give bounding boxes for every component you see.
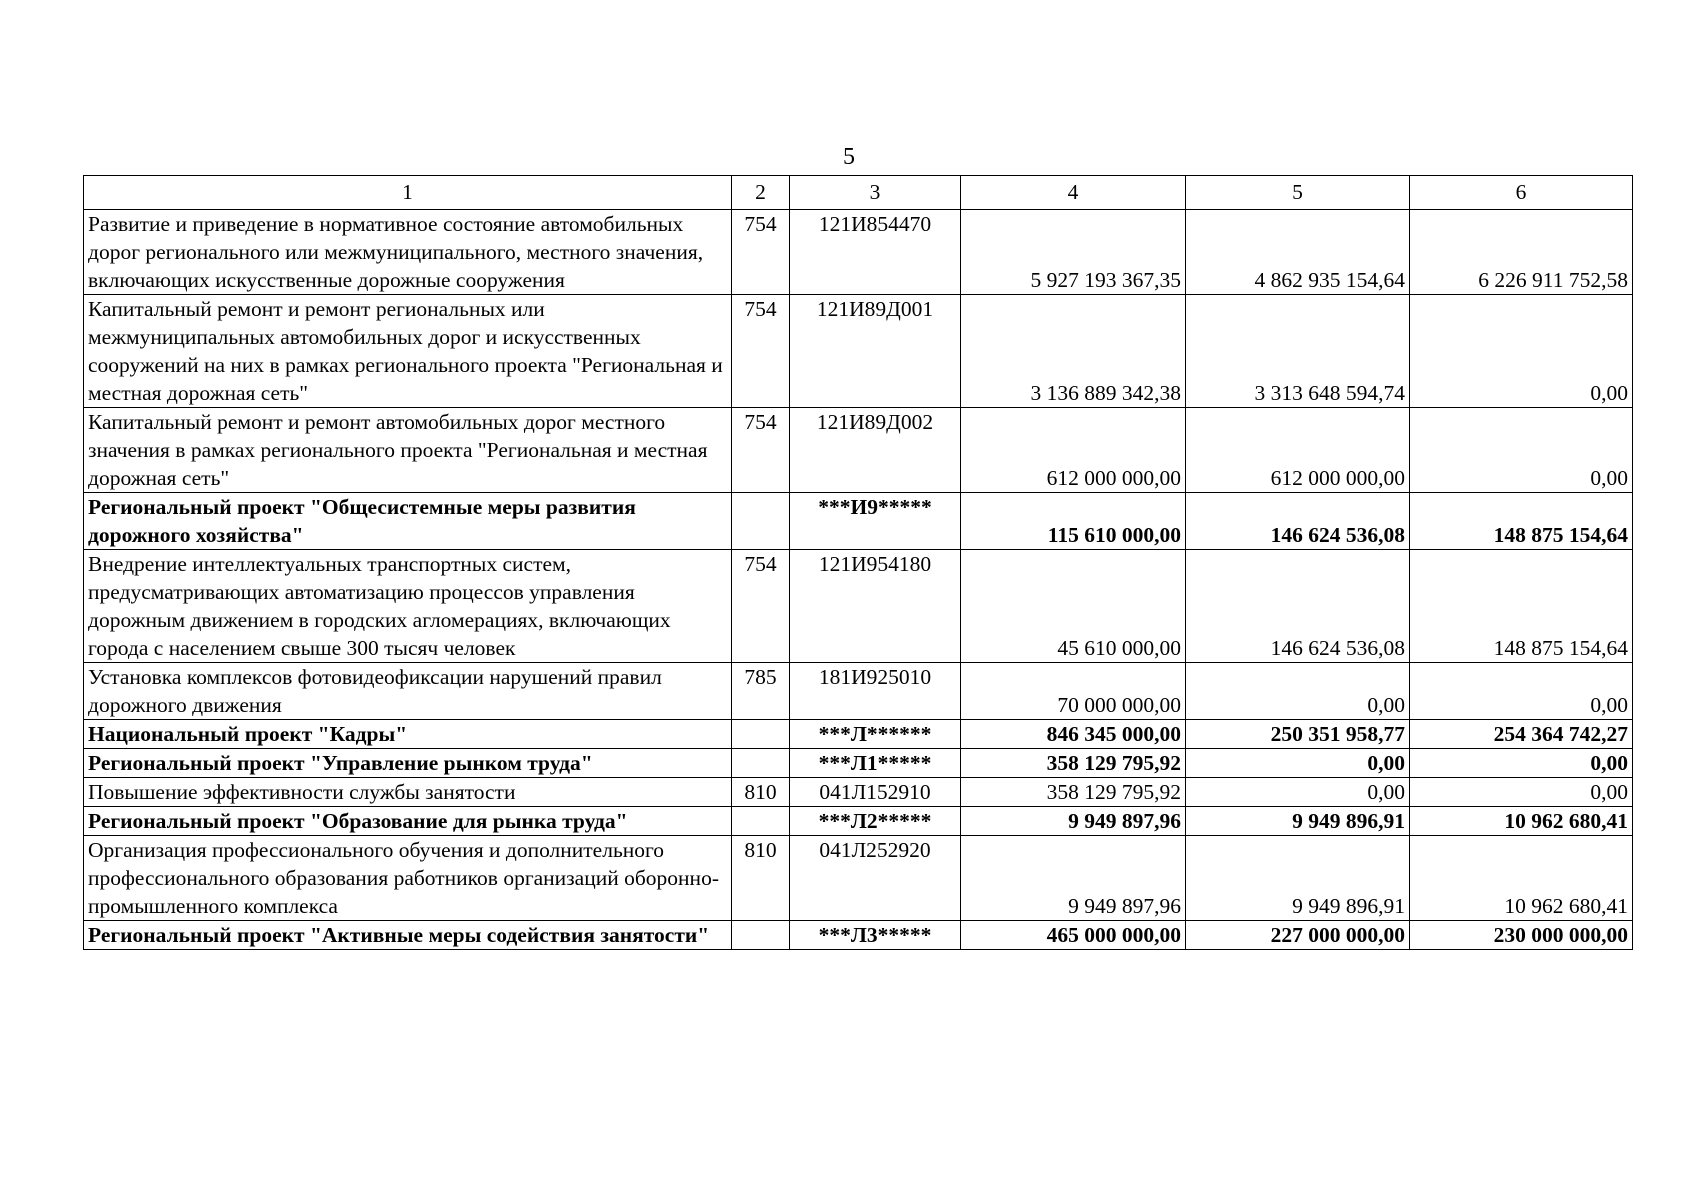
row-code-cell: 181И925010 [790,663,961,720]
row-grbs-cell [732,807,790,836]
column-header: 1 [84,176,732,210]
row-value-cell: 9 949 897,96 [961,807,1186,836]
row-value-cell: 612 000 000,00 [1186,408,1410,493]
row-name-cell: Внедрение интеллектуальных транспортных систем, предусматривающих автоматизацию процессов управления дорожным движением в городских агломерациях, включающих города с населением свыше 300 тысяч человек [84,550,732,663]
row-code-cell: ***Л2***** [790,807,961,836]
row-value-cell: 148 875 154,64 [1410,550,1633,663]
row-code-cell: 121И854470 [790,210,961,295]
row-value-cell: 10 962 680,41 [1410,807,1633,836]
table-row-project [84,749,1633,778]
table-row-project [84,807,1633,836]
row-value-cell: 0,00 [1410,778,1633,807]
row-value-cell: 115 610 000,00 [961,493,1186,550]
table-row-project [84,493,1633,550]
table-row [84,295,1633,408]
row-value-cell: 45 610 000,00 [961,550,1186,663]
row-value-cell: 9 949 897,96 [961,836,1186,921]
row-value-cell: 358 129 795,92 [961,778,1186,807]
row-code-cell: 121И89Д001 [790,295,961,408]
row-name-cell: Повышение эффективности службы занятости [84,778,732,807]
row-value-cell: 10 962 680,41 [1410,836,1633,921]
row-grbs-cell: 754 [732,295,790,408]
row-value-cell: 0,00 [1410,408,1633,493]
row-code-cell: 121И89Д002 [790,408,961,493]
row-name-cell: Развитие и приведение в нормативное состояние автомобильных дорог регионального или межмуниципального, местного значения, включающих искусственные дорожные сооружения [84,210,732,295]
row-value-cell: 465 000 000,00 [961,921,1186,950]
row-name-cell: Организация профессионального обучения и дополнительного профессионального образования работников организаций оборонно-промышленного комплекса [84,836,732,921]
row-value-cell: 4 862 935 154,64 [1186,210,1410,295]
row-value-cell: 148 875 154,64 [1410,493,1633,550]
column-header: 5 [1186,176,1410,210]
row-value-cell: 6 226 911 752,58 [1410,210,1633,295]
column-number-row [84,176,1633,210]
row-grbs-cell: 810 [732,778,790,807]
row-code-cell: ***Л****** [790,720,961,749]
row-value-cell: 0,00 [1186,749,1410,778]
row-grbs-cell: 754 [732,210,790,295]
row-code-cell: ***Л1***** [790,749,961,778]
table-row [84,663,1633,720]
table-row [84,210,1633,295]
row-value-cell: 0,00 [1186,778,1410,807]
table-row-project [84,921,1633,950]
row-grbs-cell: 754 [732,408,790,493]
row-grbs-cell [732,749,790,778]
row-value-cell: 9 949 896,91 [1186,807,1410,836]
row-name-cell: Национальный проект "Кадры" [84,720,732,749]
row-value-cell: 3 136 889 342,38 [961,295,1186,408]
row-grbs-cell: 785 [732,663,790,720]
column-header: 4 [961,176,1186,210]
row-name-cell: Установка комплексов фотовидеофиксации нарушений правил дорожного движения [84,663,732,720]
table-row-project [84,720,1633,749]
row-value-cell: 230 000 000,00 [1410,921,1633,950]
row-value-cell: 358 129 795,92 [961,749,1186,778]
row-grbs-cell: 810 [732,836,790,921]
page-number: 5 [843,144,855,170]
row-value-cell: 146 624 536,08 [1186,550,1410,663]
column-header: 3 [790,176,961,210]
row-value-cell: 0,00 [1410,295,1633,408]
row-value-cell: 0,00 [1410,749,1633,778]
row-value-cell: 250 351 958,77 [1186,720,1410,749]
row-code-cell: 041Л152910 [790,778,961,807]
row-name-cell: Региональный проект "Общесистемные меры развития дорожного хозяйства" [84,493,732,550]
row-code-cell: ***Л3***** [790,921,961,950]
column-header: 6 [1410,176,1633,210]
row-grbs-cell [732,720,790,749]
table-row [84,836,1633,921]
row-name-cell: Капитальный ремонт и ремонт автомобильных дорог местного значения в рамках регионального проекта "Региональная и местная дорожная сеть" [84,408,732,493]
row-code-cell: ***И9***** [790,493,961,550]
row-name-cell: Региональный проект "Образование для рынка труда" [84,807,732,836]
row-grbs-cell [732,921,790,950]
row-value-cell: 846 345 000,00 [961,720,1186,749]
row-code-cell: 041Л252920 [790,836,961,921]
budget-table [83,175,1633,950]
row-name-cell: Региональный проект "Активные меры содействия занятости" [84,921,732,950]
row-value-cell: 612 000 000,00 [961,408,1186,493]
row-name-cell: Капитальный ремонт и ремонт региональных или межмуниципальных автомобильных дорог и искусственных сооружений на них в рамках регионального проекта "Региональная и местная дорожная сеть" [84,295,732,408]
row-code-cell: 121И954180 [790,550,961,663]
row-value-cell: 254 364 742,27 [1410,720,1633,749]
row-value-cell: 0,00 [1410,663,1633,720]
row-value-cell: 5 927 193 367,35 [961,210,1186,295]
row-value-cell: 3 313 648 594,74 [1186,295,1410,408]
row-grbs-cell: 754 [732,550,790,663]
table-row [84,408,1633,493]
row-value-cell: 70 000 000,00 [961,663,1186,720]
row-value-cell: 0,00 [1186,663,1410,720]
table-row [84,550,1633,663]
row-name-cell: Региональный проект "Управление рынком труда" [84,749,732,778]
row-value-cell: 9 949 896,91 [1186,836,1410,921]
column-header: 2 [732,176,790,210]
row-value-cell: 227 000 000,00 [1186,921,1410,950]
table-row [84,778,1633,807]
row-value-cell: 146 624 536,08 [1186,493,1410,550]
row-grbs-cell [732,493,790,550]
